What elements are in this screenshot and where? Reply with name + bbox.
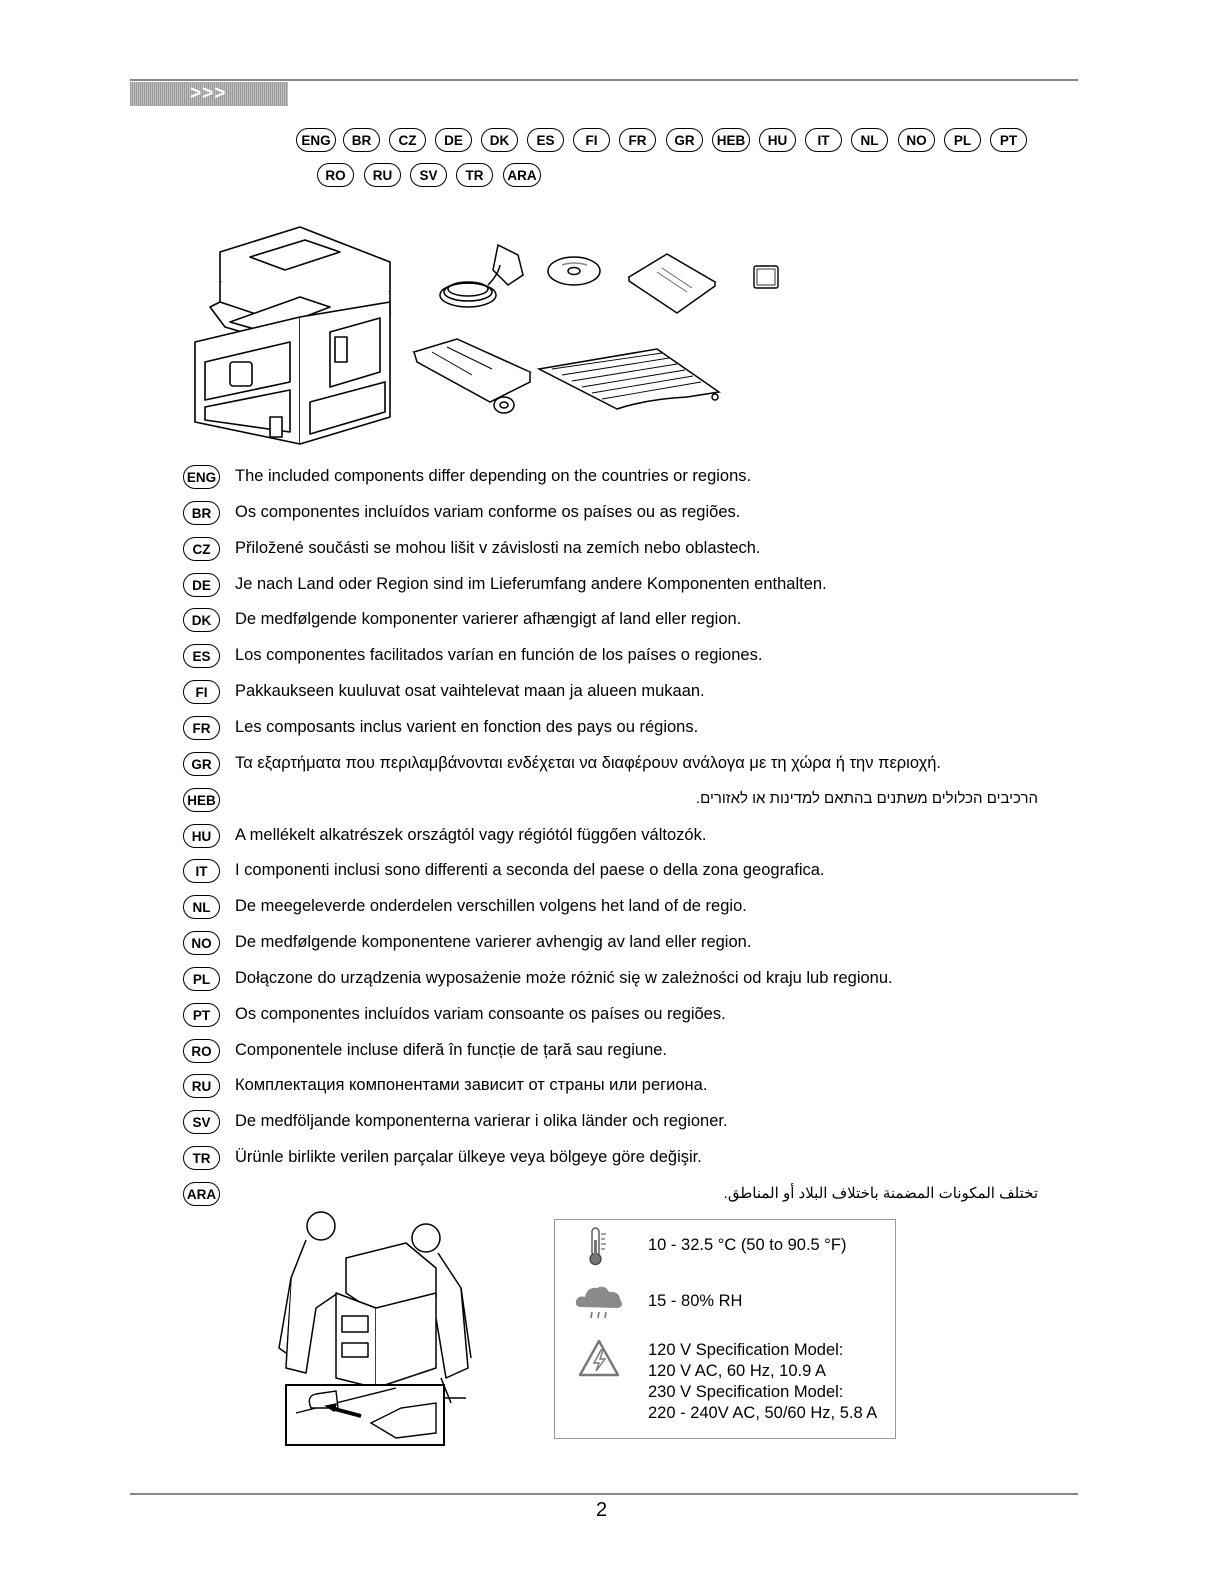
statement-row-no xyxy=(183,929,1083,957)
statement-code-badge: NO xyxy=(183,931,220,955)
statement-code-badge: FI xyxy=(183,680,220,704)
thermometer-icon xyxy=(585,1226,609,1266)
statement-row-eng xyxy=(183,463,1083,491)
statement-text: Los componentes facilitados varían en función de los países o regiones. xyxy=(235,646,763,664)
top-rule xyxy=(130,79,1078,81)
language-code-nl: NL xyxy=(851,128,888,152)
language-code-cz: CZ xyxy=(389,128,426,152)
language-code-heb: HEB xyxy=(712,128,750,152)
power-spec-line-4: 220 - 240V AC, 50/60 Hz, 5.8 A xyxy=(648,1404,878,1422)
statement-code-badge: TR xyxy=(183,1146,220,1170)
statement-text: Комплектация компонентами зависит от страны или региона. xyxy=(235,1076,708,1094)
statement-row-gr xyxy=(183,750,1083,778)
printer-illustration xyxy=(190,222,395,447)
statement-row-br xyxy=(183,499,1083,527)
statement-text: تختلف المكونات المضمنة باختلاف البلاد أو المناطق. xyxy=(723,1185,1038,1202)
statement-row-heb xyxy=(183,786,1083,814)
statement-text: Je nach Land oder Region sind im Lieferumfang andere Komponenten enthalten. xyxy=(235,575,827,593)
statement-text: הרכיבים הכלולים משתנים בהתאם למדינות או לאזורים. xyxy=(695,790,1038,807)
statement-text: Os componentes incluídos variam conforme os países ou as regiões. xyxy=(235,503,741,521)
statement-text: De medfølgende komponentene varierer avhengig av land eller region. xyxy=(235,933,752,951)
language-code-ro: RO xyxy=(317,163,354,187)
statement-code-badge: NL xyxy=(183,895,220,919)
language-code-br: BR xyxy=(343,128,380,152)
lifting-printer-illustration xyxy=(276,1208,476,1448)
electric-warning-icon xyxy=(577,1338,621,1378)
language-code-gr: GR xyxy=(666,128,703,152)
language-code-sv: SV xyxy=(410,163,447,187)
statement-row-sv xyxy=(183,1108,1083,1136)
statement-row-dk xyxy=(183,606,1083,634)
power-spec-line-2: 120 V AC, 60 Hz, 10.9 A xyxy=(648,1362,826,1380)
statement-code-badge: ARA xyxy=(183,1182,220,1206)
statement-text: De medfølgende komponenter varierer afhængigt af land eller region. xyxy=(235,610,742,628)
statement-row-fr xyxy=(183,714,1083,742)
statement-code-badge: PL xyxy=(183,967,220,991)
power-cord-illustration xyxy=(438,240,528,310)
statement-code-badge: HEB xyxy=(183,788,220,812)
statement-row-ara xyxy=(183,1180,1083,1208)
statement-text: Ürünle birlikte verilen parçalar ülkeye veya bölgeye göre değişir. xyxy=(235,1148,702,1166)
statement-row-fi xyxy=(183,678,1083,706)
language-code-fi: FI xyxy=(573,128,610,152)
language-code-pt: PT xyxy=(990,128,1027,152)
language-code-fr: FR xyxy=(619,128,656,152)
bottom-rule xyxy=(130,1493,1078,1495)
language-code-it: IT xyxy=(805,128,842,152)
statement-row-ro xyxy=(183,1037,1083,1065)
statement-text: De medföljande komponenterna varierar i olika länder och regioner. xyxy=(235,1112,728,1130)
statement-code-badge: FR xyxy=(183,716,220,740)
language-code-es: ES xyxy=(527,128,564,152)
toner-container-illustration xyxy=(412,337,532,419)
language-code-ru: RU xyxy=(364,163,401,187)
statement-row-de xyxy=(183,571,1083,599)
output-tray-illustration xyxy=(537,347,723,411)
statement-code-badge: HU xyxy=(183,824,220,848)
statement-code-badge: DK xyxy=(183,608,220,632)
statement-code-badge: IT xyxy=(183,859,220,883)
statement-row-es xyxy=(183,642,1083,670)
header-tab-label: >>> xyxy=(190,83,227,104)
environment-spec-box xyxy=(554,1219,896,1439)
statement-row-pl xyxy=(183,965,1083,993)
statement-row-ru xyxy=(183,1072,1083,1100)
language-code-de: DE xyxy=(435,128,472,152)
language-code-no: NO xyxy=(898,128,935,152)
statement-text: Les composants inclus varient en fonction des pays ou régions. xyxy=(235,718,699,736)
statement-code-badge: BR xyxy=(183,501,220,525)
header-tab xyxy=(130,82,288,106)
statement-text: Pakkaukseen kuuluvat osat vaihtelevat maan ja alueen mukaan. xyxy=(235,682,705,700)
statement-row-tr xyxy=(183,1144,1083,1172)
statement-text: Componentele incluse diferă în funcție de țară sau regiune. xyxy=(235,1041,668,1059)
statement-row-nl xyxy=(183,893,1083,921)
statement-text: Dołączone do urządzenia wyposażenie może różnić się w zależności od kraju lub regionu. xyxy=(235,969,893,987)
statement-row-hu xyxy=(183,822,1083,850)
statement-text: Os componentes incluídos variam consoante os países ou regiões. xyxy=(235,1005,726,1023)
power-spec-line-3: 230 V Specification Model: xyxy=(648,1383,844,1401)
statement-code-badge: SV xyxy=(183,1110,220,1134)
statement-text: De meegeleverde onderdelen verschillen volgens het land of de regio. xyxy=(235,897,747,915)
power-spec-line-1: 120 V Specification Model: xyxy=(648,1341,844,1359)
statement-row-cz xyxy=(183,535,1083,563)
humidity-spec: 15 - 80% RH xyxy=(648,1292,743,1310)
statement-text: The included components differ depending on the countries or regions. xyxy=(235,467,752,485)
statement-text: I componenti inclusi sono differenti a seconda del paese o della zona geografica. xyxy=(235,861,825,879)
statement-code-badge: DE xyxy=(183,573,220,597)
statement-code-badge: GR xyxy=(183,752,220,776)
statement-row-pt xyxy=(183,1001,1083,1029)
language-code-hu: HU xyxy=(759,128,796,152)
language-code-pl: PL xyxy=(944,128,981,152)
statement-code-badge: ENG xyxy=(183,465,220,489)
statement-text: Přiložené součásti se mohou lišit v závislosti na zemích nebo oblastech. xyxy=(235,539,761,557)
statement-text: A mellékelt alkatrészek országtól vagy régiótól függően változók. xyxy=(235,826,707,844)
statement-row-it xyxy=(183,857,1083,885)
language-code-ara: ARA xyxy=(503,163,541,187)
statement-code-badge: ES xyxy=(183,644,220,668)
temperature-spec: 10 - 32.5 °C (50 to 90.5 °F) xyxy=(648,1236,847,1254)
language-code-dk: DK xyxy=(481,128,518,152)
manual-illustration xyxy=(627,252,717,314)
statement-code-badge: CZ xyxy=(183,537,220,561)
language-code-eng: ENG xyxy=(296,128,336,152)
statement-code-badge: RU xyxy=(183,1074,220,1098)
statement-code-badge: RO xyxy=(183,1039,220,1063)
statement-text: Τα εξαρτήματα που περιλαμβάνονται ενδέχεται να διαφέρουν ανάλογα με τη χώρα ή την περιοχή. xyxy=(235,754,942,772)
statement-code-badge: PT xyxy=(183,1003,220,1027)
page-number: 2 xyxy=(596,1499,608,1521)
rain-cloud-icon xyxy=(573,1282,625,1322)
cd-rom-illustration xyxy=(547,255,602,287)
label-sheet-illustration xyxy=(753,265,779,289)
language-code-tr: TR xyxy=(456,163,493,187)
